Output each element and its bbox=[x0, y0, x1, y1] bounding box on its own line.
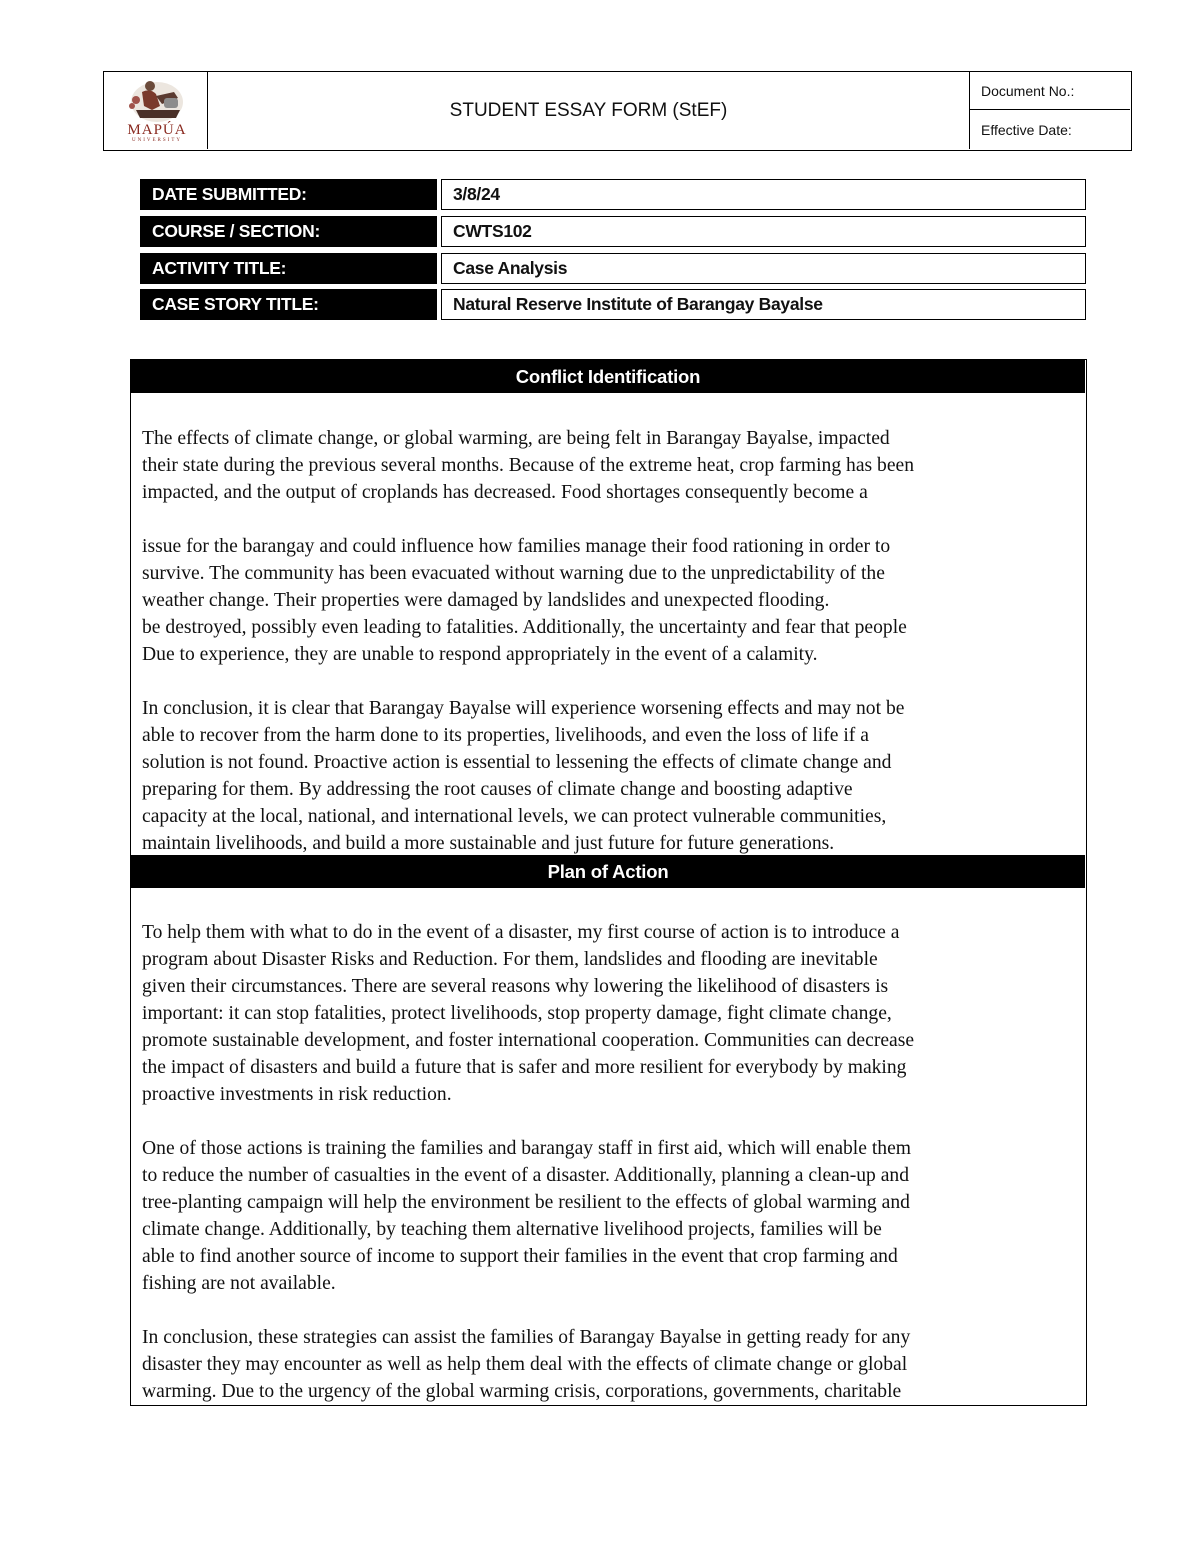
text-line: promote sustainable development, and foster international cooperation. Communities can decrease bbox=[142, 1030, 915, 1051]
document-no-label: Document No.: bbox=[970, 72, 1130, 110]
plan-paragraph-1 bbox=[142, 919, 1077, 1108]
info-value: Case Analysis bbox=[441, 253, 1086, 284]
text-line: One of those actions is training the families and barangay staff in first aid, which will enable them bbox=[142, 1138, 912, 1159]
info-row-case-story-title bbox=[140, 289, 1086, 320]
conflict-paragraph-1 bbox=[142, 425, 1077, 506]
info-label: ACTIVITY TITLE: bbox=[140, 253, 437, 284]
essay-box bbox=[130, 359, 1087, 1406]
text-line: their state during the previous several months. Because of the extreme heat, crop farming has been bbox=[142, 455, 915, 476]
effective-date-label: Effective Date: bbox=[981, 122, 1072, 138]
info-row-date-submitted bbox=[140, 179, 1086, 210]
text-line: proactive investments in risk reduction. bbox=[142, 1084, 452, 1105]
text-line: able to find another source of income to support their families in the event that crop farming and bbox=[142, 1246, 898, 1267]
text-line: maintain livelihoods, and build a more sustainable and just future for future generations. bbox=[142, 833, 835, 854]
form-header bbox=[103, 71, 1132, 151]
text-line: the impact of disasters and build a future that is safer and more resilient for everybody by making bbox=[142, 1057, 907, 1078]
text-line: weather change. Their properties were damaged by landslides and unexpected flooding. bbox=[142, 590, 830, 611]
text-line: able to recover from the harm done to its properties, livelihoods, and even the loss of life if a bbox=[142, 725, 869, 746]
plan-paragraph-3 bbox=[142, 1324, 1077, 1405]
plan-paragraph-2 bbox=[142, 1135, 1077, 1297]
text-line: To help them with what to do in the event of a disaster, my first course of action is to introduce a bbox=[142, 922, 900, 943]
conflict-paragraph-3 bbox=[142, 695, 1077, 857]
text-line: survive. The community has been evacuated without warning due to the unpredictability of the bbox=[142, 563, 885, 584]
text-line: issue for the barangay and could influence how families manage their food rationing in order to bbox=[142, 536, 891, 557]
text-line: program about Disaster Risks and Reduction. For them, landslides and flooding are inevitable bbox=[142, 949, 878, 970]
text-line: capacity at the local, national, and international levels, we can protect vulnerable communities, bbox=[142, 806, 887, 827]
text-line: warming. Due to the urgency of the global warming crisis, corporations, governments, charitable bbox=[142, 1381, 902, 1402]
text-line: impacted, and the output of croplands has decreased. Food shortages consequently become a bbox=[142, 482, 868, 503]
info-value: Natural Reserve Institute of Barangay Bayalse bbox=[441, 289, 1086, 320]
seal-emblem-icon bbox=[122, 76, 192, 124]
text-line: given their circumstances. There are several reasons why lowering the likelihood of disasters is bbox=[142, 976, 889, 997]
text-line: tree-planting campaign will help the environment be resilient to the effects of global warming and bbox=[142, 1192, 910, 1213]
info-label: CASE STORY TITLE: bbox=[140, 289, 437, 320]
university-logo bbox=[122, 76, 192, 146]
conflict-paragraph-2 bbox=[142, 533, 1077, 668]
text-line: be destroyed, possibly even leading to fatalities. Additionally, the uncertainty and fear that people bbox=[142, 617, 907, 638]
logo-wordmark: MAPÚA bbox=[127, 122, 187, 138]
info-label: COURSE / SECTION: bbox=[140, 216, 437, 247]
info-value: 3/8/24 bbox=[441, 179, 1086, 210]
form-title: STUDENT ESSAY FORM (StEF) bbox=[208, 72, 970, 149]
text-line: important: it can stop fatalities, protect livelihoods, stop property damage, fight climate change, bbox=[142, 1003, 892, 1024]
text-line: climate change. Additionally, by teaching them alternative livelihood projects, families will be bbox=[142, 1219, 882, 1240]
info-row-course-section bbox=[140, 216, 1086, 247]
logo-subtitle: UNIVERSITY bbox=[132, 138, 182, 143]
text-line: solution is not found. Proactive action is essential to lessening the effects of climate change and bbox=[142, 752, 892, 773]
text-line: fishing are not available. bbox=[142, 1273, 336, 1294]
text-line: In conclusion, these strategies can assist the families of Barangay Bayalse in getting ready for any bbox=[142, 1327, 911, 1348]
plan-of-action-heading: Plan of Action bbox=[131, 855, 1085, 888]
info-label: DATE SUBMITTED: bbox=[140, 179, 437, 210]
text-line: preparing for them. By addressing the root causes of climate change and boosting adaptive bbox=[142, 779, 853, 800]
info-value: CWTS102 bbox=[441, 216, 1086, 247]
text-line: In conclusion, it is clear that Barangay Bayalse will experience worsening effects and may not be bbox=[142, 698, 905, 719]
text-line: disaster they may encounter as well as help them deal with the effects of climate change or global bbox=[142, 1354, 908, 1375]
text-line: The effects of climate change, or global warming, are being felt in Barangay Bayalse, impacted bbox=[142, 428, 890, 449]
info-row-activity-title bbox=[140, 253, 1086, 284]
conflict-identification-heading: Conflict Identification bbox=[131, 360, 1085, 393]
logo-cell bbox=[104, 72, 208, 149]
text-line: Due to experience, they are unable to respond appropriately in the event of a calamity. bbox=[142, 644, 818, 665]
text-line: to reduce the number of casualties in the event of a disaster. Additionally, planning a clean-up and bbox=[142, 1165, 909, 1186]
